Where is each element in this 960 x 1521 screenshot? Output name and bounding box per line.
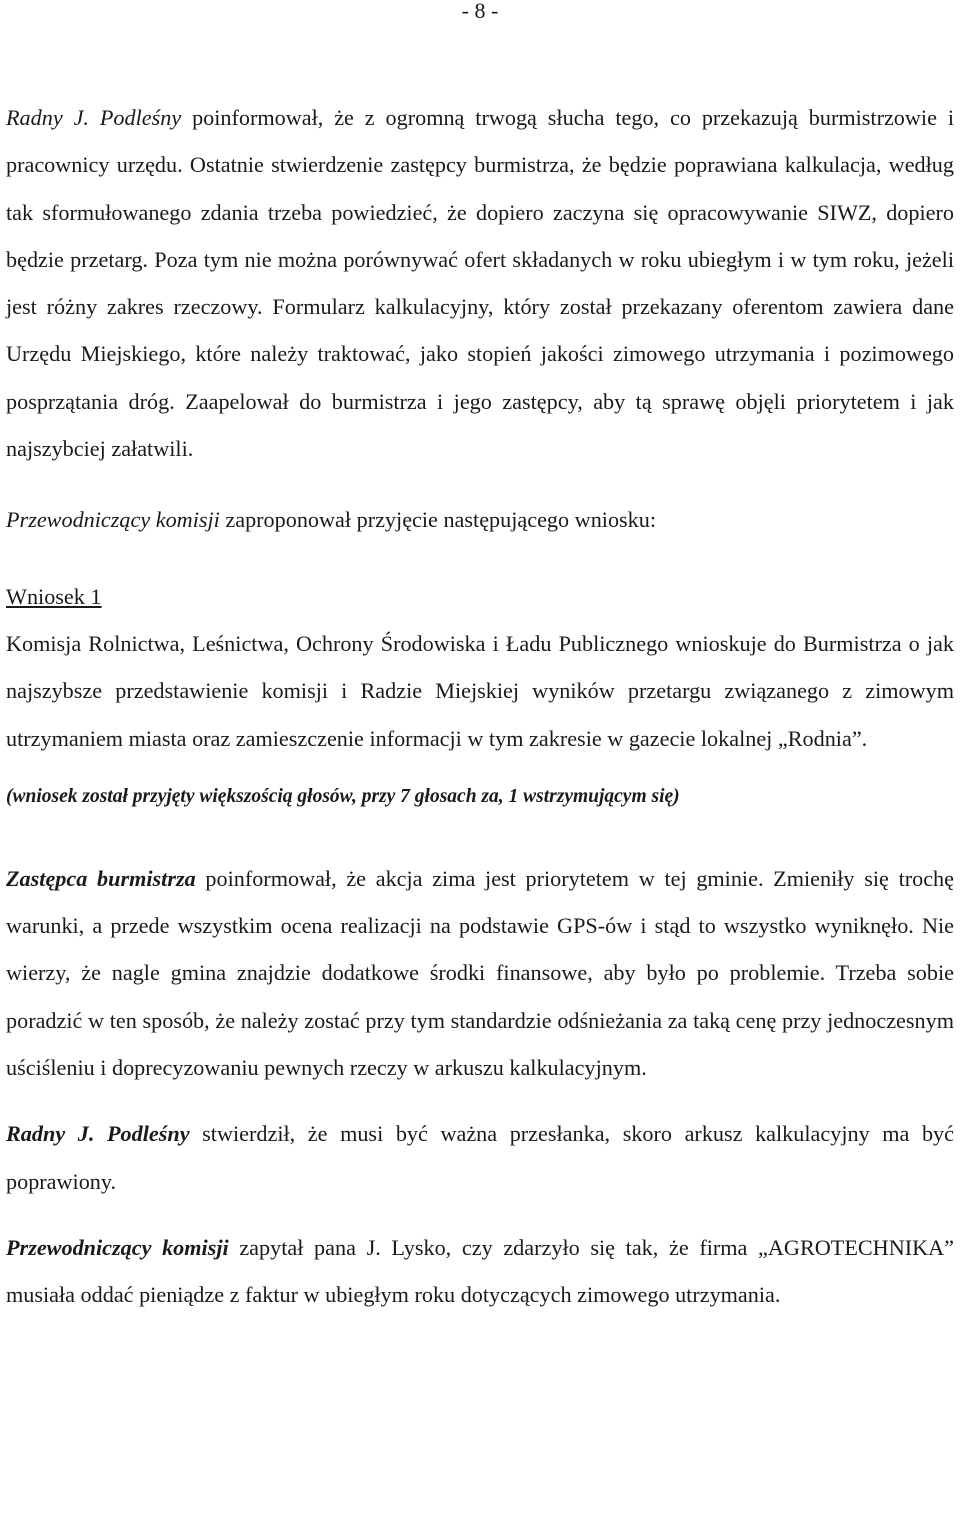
vote-result: (wniosek został przyjęty większością głosów, przy 7 głosach za, 1 wstrzymującym się) (6, 785, 680, 807)
speaker-name: Przewodniczący komisji (6, 507, 220, 533)
paragraph-chairman-question (6, 1224, 954, 1319)
paragraph-text: poinformował, że z ogromną trwogą słucha tego, co przekazują burmistrzowie i pracownicy urzędu. Ostatnie stwierdzenie zastępcy burmistrza, że będzie poprawiana kalkulacja, według tak sformułowanego zdania trzeba powiedzieć, że dopiero zaczyna się opracowywanie SIWZ, dopiero będzie przetarg. Poza tym nie można porównywać ofert składanych w roku ubiegłym i w tym roku, jeżeli jest różny zakres rzeczowy. Formularz kalkulacyjny, który został przekazany oferentom zawiera dane Urzędu Miejskiego, które należy traktować, jako stopień jakości zimowego utrzymania i pozimowego posprzątania dróg. Zaapelował do burmistrza i jego zastępcy, aby tą sprawę objęli priorytetem i jak najszybciej załatwili. (6, 105, 954, 462)
speaker-name: Radny J. Podleśny (6, 105, 182, 130)
paragraph-text: poinformował, że akcja zima jest priorytetem w tej gminie. Zmieniły się trochę warunki, a przede wszystkim ocena realizacji na podstawie GPS-ów i stąd to wszystko wyniknęło. Nie wierzy, że nagle gmina znajdzie dodatkowe środki finansowe, aby było po problemie. Trzeba sobie poradzić w ten sposób, że należy zostać przy tym standardzie odśnieżania za taką cenę przy jednoczesnym uściśleniu i doprecyzowaniu pewnych rzeczy w arkuszu kalkulacyjnym. (6, 865, 954, 1081)
paragraph-text: zapytał pana J. Lysko, czy zdarzyło się tak, że firma „AGROTECHNIKA” musiała oddać pieniądze z faktur w ubiegłym roku dotyczących zimowego utrzymania. (6, 1234, 954, 1308)
speaker-name: Radny J. Podleśny (6, 1121, 190, 1147)
paragraph-podlesny-2 (6, 1110, 954, 1205)
paragraph-chairman-proposal (6, 496, 954, 543)
speaker-name: Zastępca burmistrza (6, 865, 196, 891)
paragraph-podlesny-1 (6, 94, 954, 472)
paragraph-motion-text (6, 620, 954, 762)
paragraph-deputy-mayor (6, 855, 954, 1091)
paragraph-text: stwierdził, że musi być ważna przesłanka, skoro arkusz kalkulacyjny ma być poprawiony. (6, 1121, 954, 1194)
paragraph-text: zaproponował przyjęcie następującego wniosku: (219, 507, 657, 533)
speaker-name: Przewodniczący komisji (6, 1234, 229, 1260)
paragraph-text: Komisja Rolnictwa, Leśnictwa, Ochrony Środowiska i Ładu Publicznego wnioskuje do Burmistrza o jak najszybsze przedstawienie komisji i Radzie Miejskiej wyników przetargu związanego z zimowym utrzymaniem miasta oraz zamieszczenie informacji w tym zakresie w gazecie lokalnej „Rodnia”. (6, 630, 954, 751)
document-body (6, 94, 954, 1319)
motion-heading: Wniosek 1 (6, 583, 102, 609)
page-number: - 8 - (461, 0, 499, 23)
